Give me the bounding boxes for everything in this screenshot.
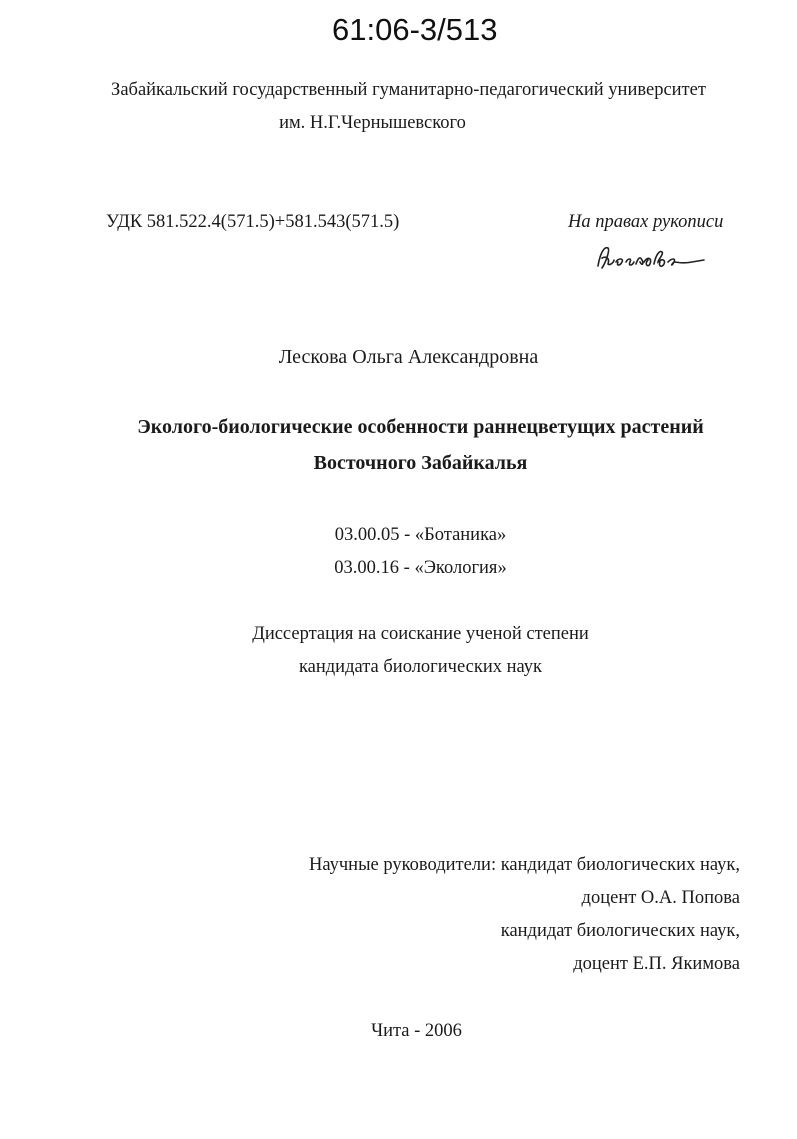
- supervisors-line-2: доцент О.А. Попова: [581, 888, 740, 908]
- author-name: Лескова Ольга Александровна: [278, 346, 539, 368]
- manuscript-rights: На правах рукописи: [568, 212, 724, 232]
- supervisors-line-1: Научные руководители: кандидат биологических наук,: [308, 855, 740, 875]
- organization-line-2: им. Н.Г.Чернышевского: [279, 113, 466, 133]
- organization-line-1: Забайкальский государственный гуманитарно-педагогический университет: [111, 80, 706, 100]
- dissertation-degree-line-2: кандидата биологических наук: [298, 657, 543, 677]
- specialty-ecology: 03.00.16 - «Экология»: [334, 558, 507, 578]
- supervisors-line-3: кандидат биологических наук,: [500, 921, 740, 941]
- dissertation-title-line-2: Восточного Забайкалья: [313, 452, 528, 474]
- supervisors-line-4: доцент Е.П. Якимова: [573, 954, 740, 974]
- udc-code: УДК 581.522.4(571.5)+581.543(571.5): [106, 212, 400, 232]
- shelfmark-number: 61:06-3/513: [332, 12, 498, 47]
- signature-icon: [592, 240, 712, 276]
- author-signature: [592, 240, 712, 281]
- city-year: Чита - 2006: [371, 1021, 462, 1041]
- dissertation-degree-line-1: Диссертация на соискание ученой степени: [252, 624, 589, 644]
- specialty-botany: 03.00.05 - «Ботаника»: [334, 525, 507, 545]
- dissertation-title-line-1: Эколого-биологические особенности раннецветущих растений: [137, 416, 704, 438]
